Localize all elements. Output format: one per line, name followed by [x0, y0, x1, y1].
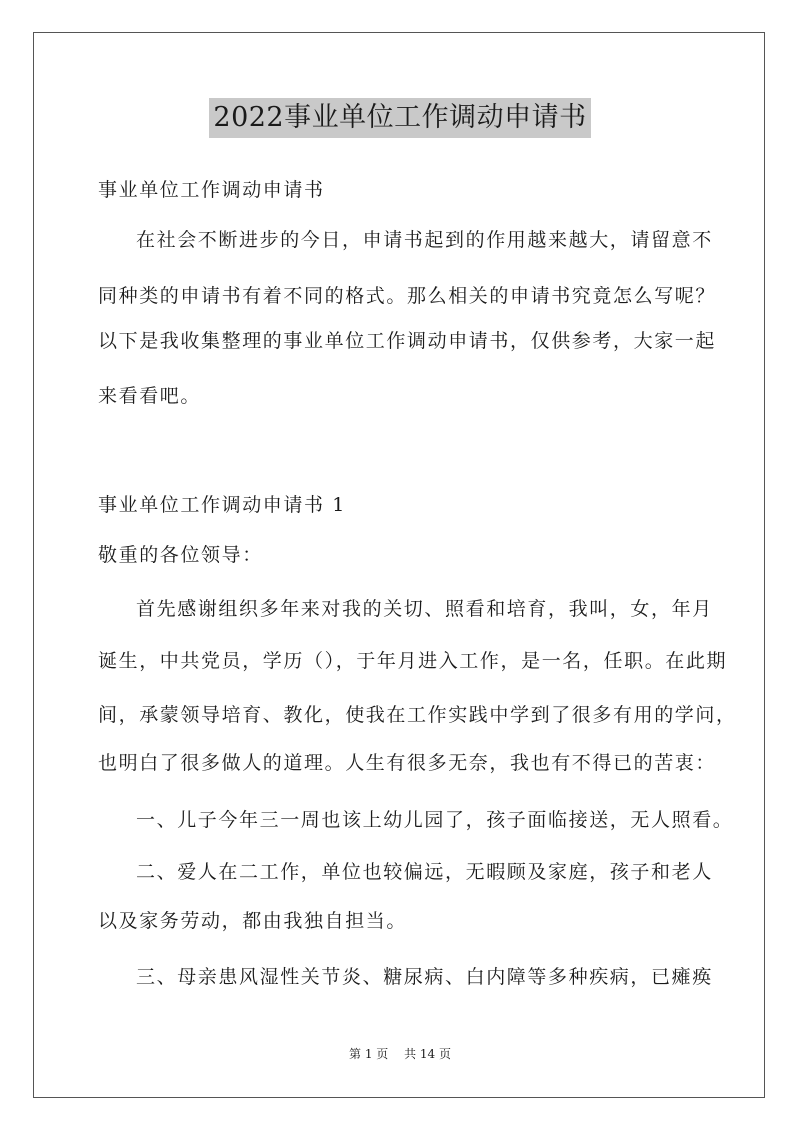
- body-line: 二、爱人在二工作，单位也较偏远，无暇顾及家庭，孩子和老人: [136, 861, 713, 883]
- body-line: 间，承蒙领导培育、教化，使我在工作实践中学到了很多有用的学问，: [98, 704, 737, 726]
- body-line: 诞生，中共党员，学历（），于年月进入工作，是一名，任职。在此期: [98, 650, 728, 672]
- title-container: [0, 98, 800, 138]
- intro-line: 在社会不断进步的今日，申请书起到的作用越来越大，请留意不: [136, 229, 713, 251]
- section-heading: 事业单位工作调动申请书 1: [98, 494, 346, 516]
- body-line: 也明白了很多做人的道理。人生有很多无奈，我也有不得已的苦衷：: [98, 752, 717, 774]
- body-line: 首先感谢组织多年来对我的关切、照看和培育，我叫，女，年月: [136, 598, 713, 620]
- page-footer: [0, 1046, 800, 1062]
- document-subtitle: 事业单位工作调动申请书: [98, 179, 325, 201]
- salutation: 敬重的各位领导：: [98, 544, 263, 566]
- page-number: 第 1 页: [349, 1047, 389, 1061]
- body-line: 一、儿子今年三一周也该上幼儿园了，孩子面临接送，无人照看。: [136, 809, 734, 831]
- intro-line: 来看看吧。: [98, 385, 202, 407]
- page-total: 共 14 页: [404, 1047, 451, 1061]
- intro-line: 以下是我收集整理的事业单位工作调动申请书，仅供参考，大家一起: [98, 330, 717, 352]
- intro-line: 同种类的申请书有着不同的格式。那么相关的申请书究竟怎么写呢？: [98, 285, 717, 307]
- body-line: 以及家务劳动，都由我独自担当。: [98, 910, 408, 932]
- body-line: 三、母亲患风湿性关节炎、糖尿病、白内障等多种疾病，已瘫痪: [136, 966, 713, 988]
- document-title: 2022事业单位工作调动申请书: [209, 98, 590, 138]
